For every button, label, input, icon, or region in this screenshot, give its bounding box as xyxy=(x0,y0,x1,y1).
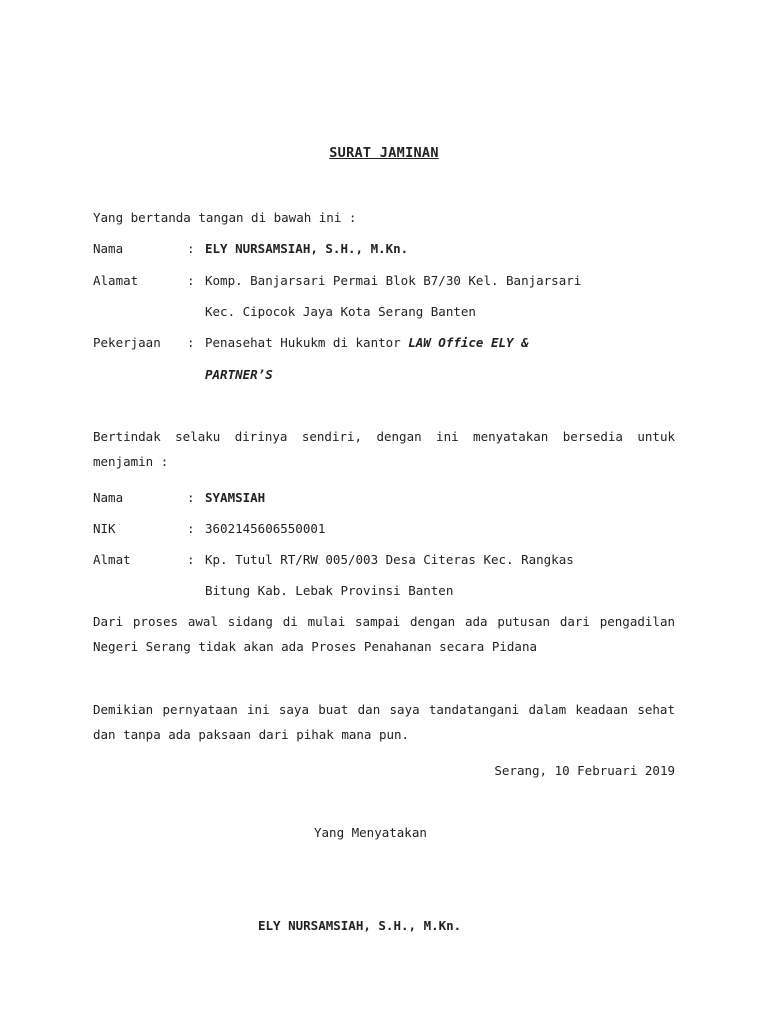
guarantor-name-value: ELY NURSAMSIAH, S.H., M.Kn. xyxy=(205,241,409,256)
guaranteed-name-colon: : xyxy=(187,490,195,505)
guarantor-job-office-line2: PARTNER’S xyxy=(205,367,273,382)
guarantor-address-line1: Komp. Banjarsari Permai Blok B7/30 Kel. Banjarsari xyxy=(205,273,582,288)
guarantor-address-colon: : xyxy=(187,273,195,288)
guarantor-job-office: LAW Office ELY & xyxy=(408,335,529,350)
intro-text: Yang bertanda tangan di bawah ini : xyxy=(93,210,357,225)
place-date: Serang, 10 Februari 2019 xyxy=(494,763,675,778)
guarantor-job-prefix: Penasehat Hukukm di kantor xyxy=(205,335,409,350)
document-title: SURAT JAMINAN xyxy=(329,145,439,161)
guaranteed-address-line2: Bitung Kab. Lebak Provinsi Banten xyxy=(205,583,454,598)
guarantor-job-value xyxy=(205,335,529,351)
guaranteed-nik-label: NIK xyxy=(93,521,116,536)
guaranteed-address-label: Almat xyxy=(93,552,131,567)
guarantor-address-label: Alamat xyxy=(93,273,139,288)
guaranteed-nik-colon: : xyxy=(187,521,195,536)
signer-caption: Yang Menyatakan xyxy=(314,825,427,840)
guarantor-job-label: Pekerjaan xyxy=(93,335,161,350)
guarantor-job-colon: : xyxy=(187,335,195,350)
guaranteed-nik-value: 3602145606550001 xyxy=(205,521,326,536)
guarantor-name-colon: : xyxy=(187,241,195,256)
guaranteed-address-colon: : xyxy=(187,552,195,567)
guarantor-address-line2: Kec. Cipocok Jaya Kota Serang Banten xyxy=(205,304,476,319)
guaranteed-address-line1: Kp. Tutul RT/RW 005/003 Desa Citeras Kec. Rangkas xyxy=(205,552,574,567)
guaranteed-name-label: Nama xyxy=(93,490,124,505)
closing-paragraph: Demikian pernyataan ini saya buat dan saya tandatangani dalam keadaan sehat dan tanpa ada paksaan dari pihak mana pun. xyxy=(93,702,675,742)
guaranteed-name-value: SYAMSIAH xyxy=(205,490,266,505)
guarantor-name-label: Nama xyxy=(93,241,124,256)
proceedings-paragraph: Dari proses awal sidang di mulai sampai dengan ada putusan dari pengadilan Negeri Serang tidak akan ada Proses Penahanan secara Pidana xyxy=(93,614,675,654)
statement-paragraph: Bertindak selaku dirinya sendiri, dengan ini menyatakan bersedia untuk menjamin : xyxy=(93,429,675,469)
signer-name: ELY NURSAMSIAH, S.H., M.Kn. xyxy=(258,918,462,933)
